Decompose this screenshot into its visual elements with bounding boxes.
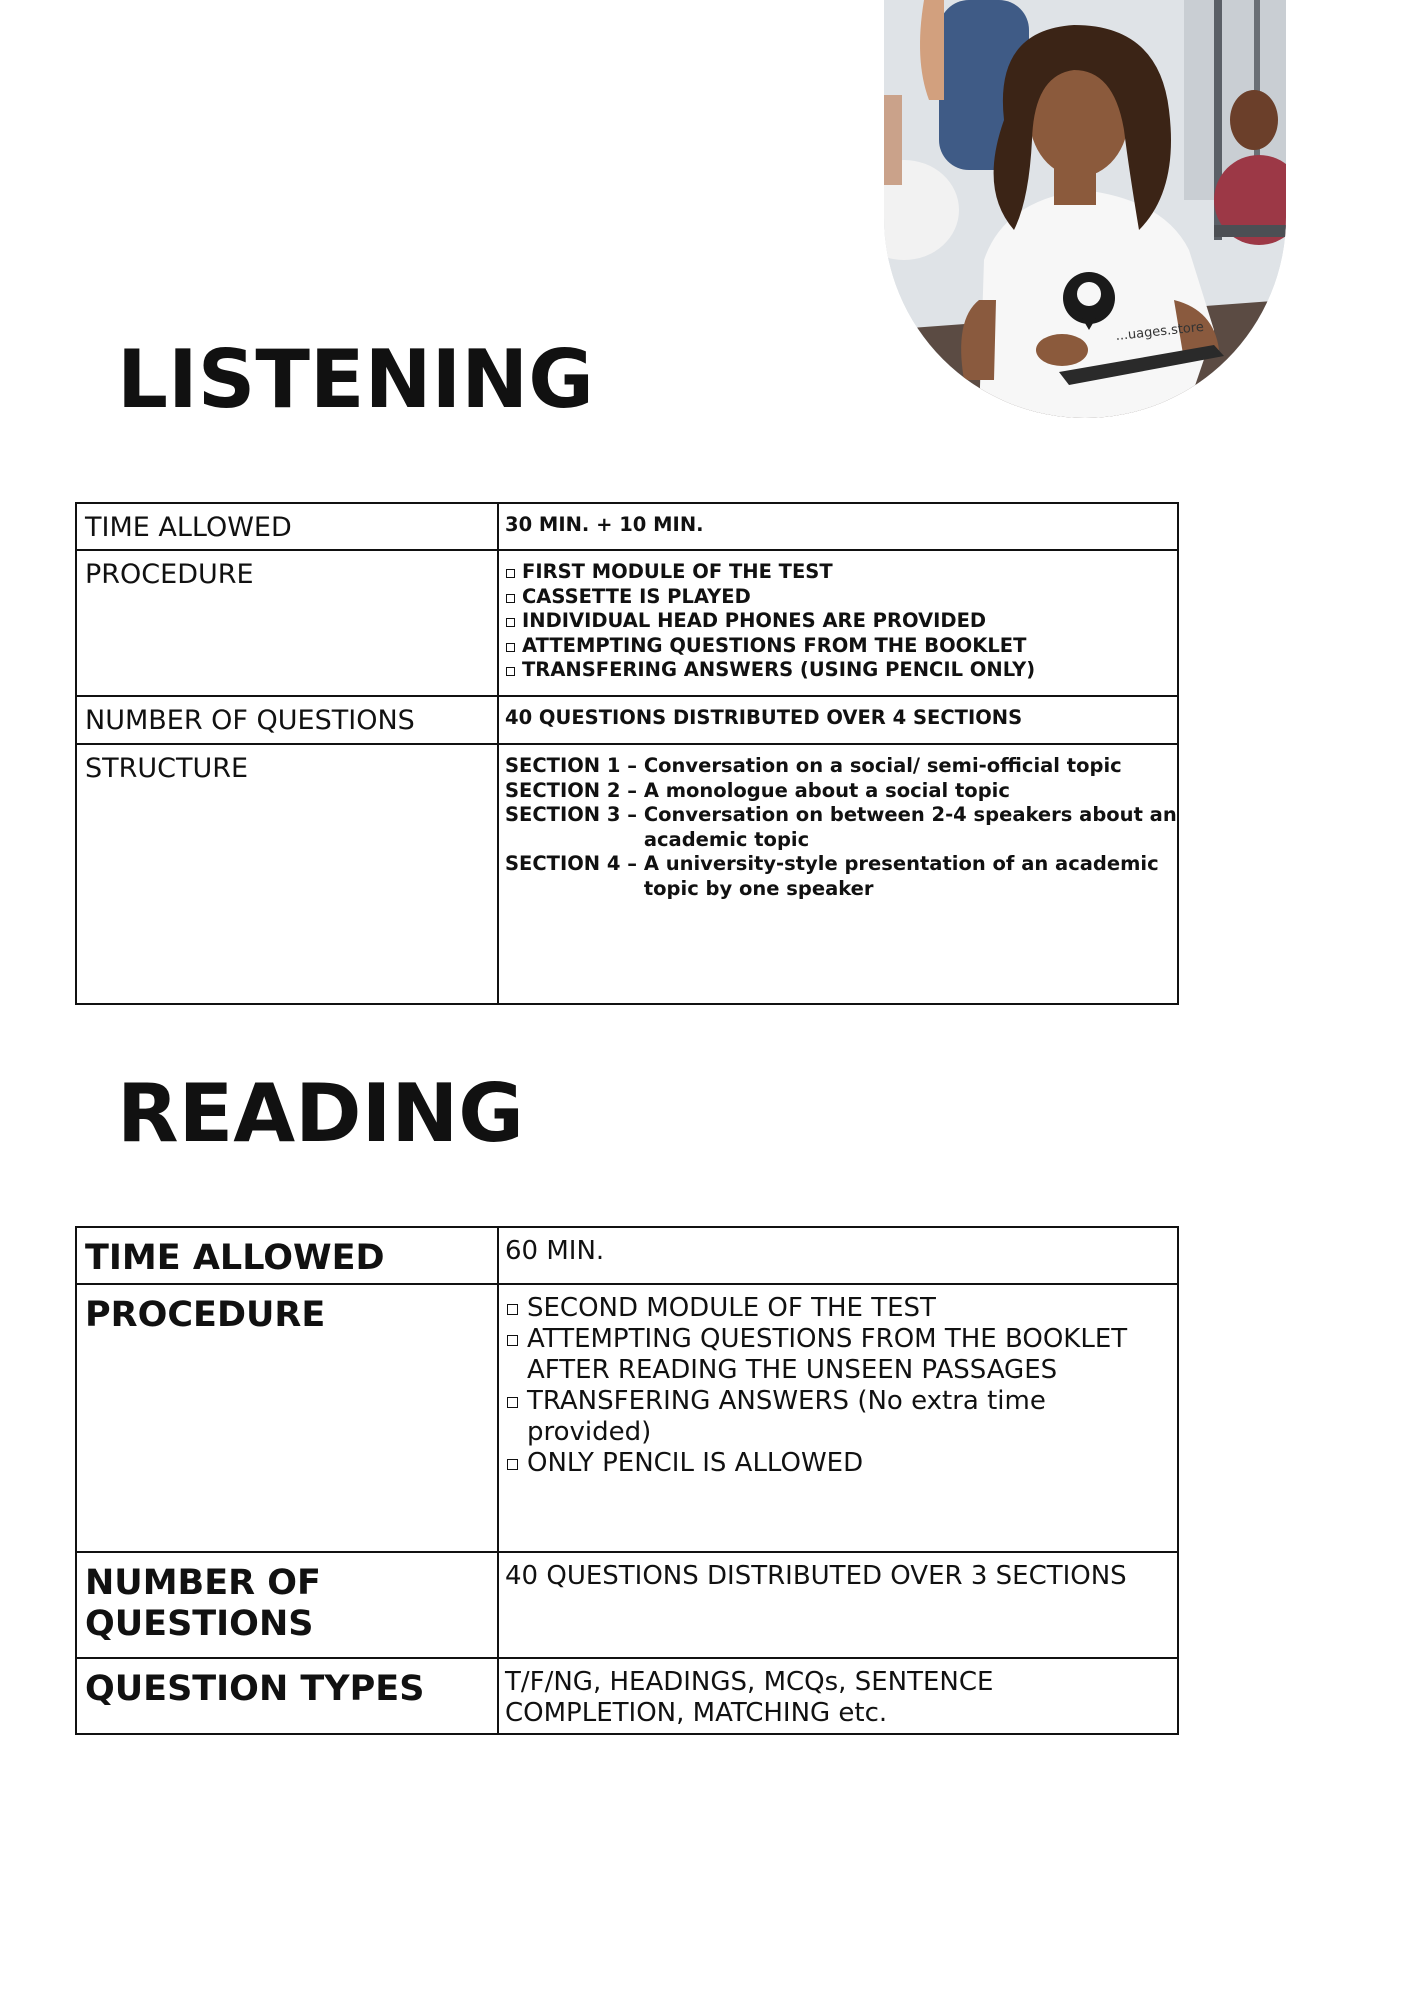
section-key: SECTION 3 – <box>505 803 644 826</box>
table-row <box>76 1552 1178 1658</box>
shirt-text: ...uages.store <box>1114 319 1205 344</box>
list-item: FIRST MODULE OF THE TEST <box>505 560 1177 585</box>
section-item <box>505 779 1177 804</box>
section-key: SECTION 2 – <box>505 778 644 802</box>
table-row <box>76 1227 1178 1284</box>
procedure-value <box>498 1284 1178 1552</box>
procedure-label: PROCEDURE <box>76 550 498 696</box>
time-allowed-label: TIME ALLOWED <box>76 503 498 550</box>
section-key: SECTION 4 – <box>505 852 644 875</box>
reading-table <box>75 1226 1179 1735</box>
number-of-questions-value: 40 QUESTIONS DISTRIBUTED OVER 3 SECTIONS <box>498 1552 1178 1658</box>
list-item: ONLY PENCIL IS ALLOWED <box>505 1448 1177 1479</box>
list-item: INDIVIDUAL HEAD PHONES ARE PROVIDED <box>505 609 1177 634</box>
student-photo <box>884 0 1286 418</box>
table-row <box>76 744 1178 1004</box>
procedure-value <box>498 550 1178 696</box>
list-item: CASSETTE IS PLAYED <box>505 585 1177 610</box>
table-row <box>76 1284 1178 1552</box>
list-item: TRANSFERING ANSWERS (USING PENCIL ONLY) <box>505 658 1177 683</box>
listening-table <box>75 502 1179 1005</box>
section-item <box>505 803 1177 852</box>
procedure-list <box>505 560 1177 683</box>
time-allowed-label: TIME ALLOWED <box>76 1227 498 1284</box>
number-of-questions-value: 40 QUESTIONS DISTRIBUTED OVER 4 SECTIONS <box>498 696 1178 744</box>
structure-value <box>498 744 1178 1004</box>
time-allowed-value: 60 MIN. <box>498 1227 1178 1284</box>
structure-label: STRUCTURE <box>76 744 498 1004</box>
table-row <box>76 1658 1178 1734</box>
section-desc: A monologue about a social topic <box>643 778 1010 802</box>
list-item: SECOND MODULE OF THE TEST <box>505 1293 1177 1324</box>
question-types-value: T/F/NG, HEADINGS, MCQs, SENTENCE COMPLETION, MATCHING etc. <box>498 1658 1178 1734</box>
section-desc: Conversation on a social/ semi-official topic <box>643 754 1122 777</box>
list-item: ATTEMPTING QUESTIONS FROM THE BOOKLET AFTER READING THE UNSEEN PASSAGES <box>505 1324 1177 1386</box>
section-desc: A university-style presentation of an academic topic by one speaker <box>643 852 1159 900</box>
procedure-list <box>505 1293 1177 1479</box>
procedure-label: PROCEDURE <box>76 1284 498 1552</box>
reading-heading: READING <box>117 1067 524 1160</box>
section-desc: Conversation on between 2-4 speakers about an academic topic <box>643 803 1177 851</box>
list-item: ATTEMPTING QUESTIONS FROM THE BOOKLET <box>505 634 1177 659</box>
section-item <box>505 852 1177 901</box>
table-row <box>76 503 1178 550</box>
number-of-questions-label: NUMBER OF QUESTIONS <box>76 696 498 744</box>
table-row <box>76 550 1178 696</box>
section-key: SECTION 1 – <box>505 754 644 777</box>
question-types-label: QUESTION TYPES <box>76 1658 498 1734</box>
number-of-questions-label: NUMBER OF QUESTIONS <box>76 1552 498 1658</box>
time-allowed-value: 30 MIN. + 10 MIN. <box>498 503 1178 550</box>
listening-heading: LISTENING <box>117 333 594 426</box>
section-item <box>505 754 1177 779</box>
table-row <box>76 696 1178 744</box>
list-item: TRANSFERING ANSWERS (No extra time provided) <box>505 1386 1177 1448</box>
